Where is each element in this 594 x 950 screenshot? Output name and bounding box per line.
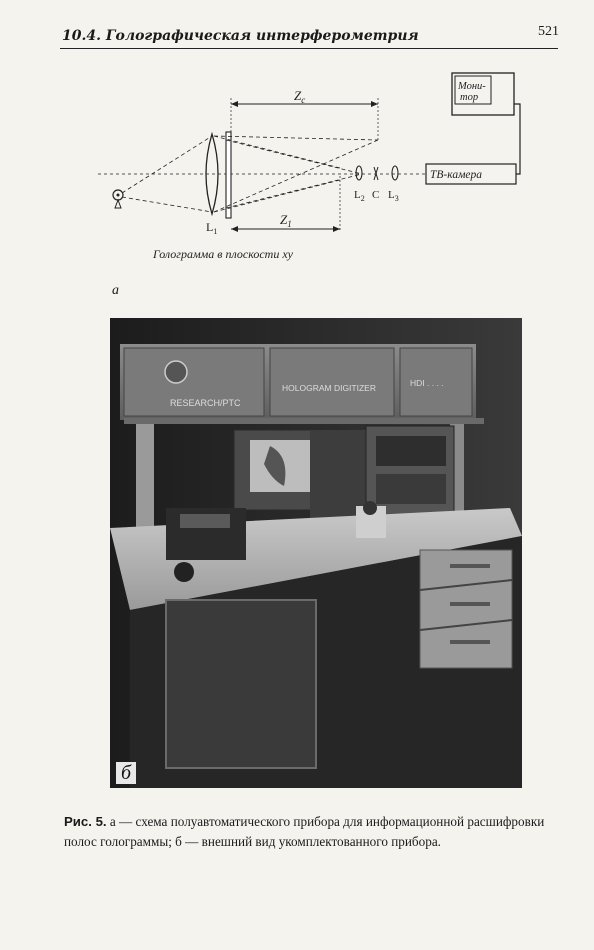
figure-number: Рис. 5. (64, 814, 107, 829)
figure-caption (64, 812, 564, 852)
panel-a-label: а (112, 283, 119, 298)
logo-emblem (165, 361, 187, 383)
figure-caption-text: а — схема полуавтоматического прибора для информационной расшифровки полос голограммы; б — внешний вид укомплектованного прибора. (64, 814, 545, 849)
l1-label: $L_1$ (206, 220, 218, 236)
l2-label: $L_2$ (354, 189, 365, 203)
instrument-photograph (110, 318, 522, 788)
cabinet-mid-text: HOLOGRAM DIGITIZER (282, 383, 376, 393)
light-source-icon (113, 190, 123, 208)
running-header-title: 10.4. Голографическая интерферометрия (62, 28, 419, 44)
zc-label: $Z_c$ (294, 88, 306, 105)
lens-l3 (392, 166, 398, 180)
monitor-label-line2: тор (460, 92, 479, 103)
panel-b-label: б (116, 762, 136, 784)
desk-door (166, 600, 316, 768)
cabinet-right-text: HDI . . . . (410, 378, 444, 388)
tv-camera-label: ТВ-камера (430, 169, 483, 181)
monitor-label-line1: Мони- (458, 81, 486, 92)
aperture-c-label: C (372, 189, 380, 201)
optical-schematic-diagram (0, 0, 594, 300)
cabinet-left-text: RESEARCH/PTC (170, 398, 241, 408)
z1-label: $Z_1$ (280, 212, 292, 229)
hologram-plane-caption: Голограмма в плоскости xy (153, 247, 293, 261)
page-number: 521 (538, 24, 559, 39)
l3-label: $L_3$ (388, 189, 399, 203)
